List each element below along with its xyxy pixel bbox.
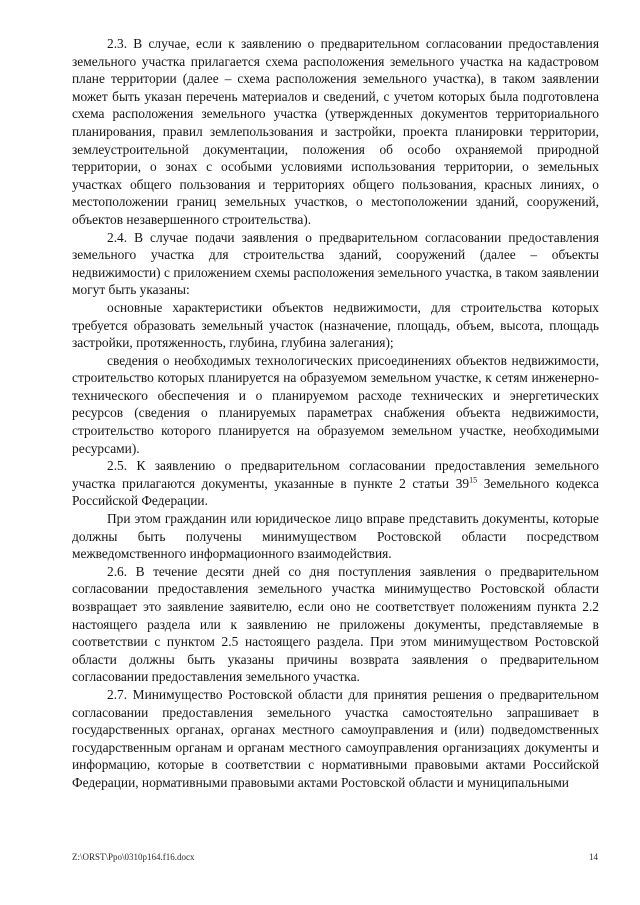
paragraph-2-3: 2.3. В случае, если к заявлению о предварительном согласовании предоставления земельного участка прилагается схема расположения земельного участка на кадастровом плане территории (далее – схема расположения земельного участка), в таком заявлении может быть указан перечень материалов и сведений, с учетом которых была подготовлена схема расположения земельного участка (утвержденных документов территориального планирования, правил землепользования и застройки, проекта планировки территории, землеустроительной документации, положения об особо охраняемой природной территории, о зонах с особыми условиями использования территории, о земельных участках общего пользования и территориях общего пользования, красных линиях, о местоположении границ земельных участков, о местоположении зданий, сооружений, объектов незавершенного строительства). <box>72 36 599 227</box>
paragraph-2-5 <box>72 457 599 510</box>
article-superscript: 15 <box>469 475 478 485</box>
paragraph-2-6: 2.6. В течение десяти дней со дня поступления заявления о предварительном согласовании предоставления земельного участка минимущество Ростовской области возвращает это заявление заявителю, если оно не соответствует положениям пункта 2.2 настоящего раздела или к заявлению не приложены документы, представляемые в соответствии с пунктом 2.5 настоящего раздела. При этом минимуществом Ростовской области должны быть указаны причины возврата заявления о предварительном согласовании предоставления земельного участка. <box>72 563 599 685</box>
paragraph-2-5-text: 2.5. К заявлению о предварительном согласовании предоставления земельного участка прилагаются документы, указанные в пункте 2 статьи 39 <box>72 458 599 491</box>
paragraph-2-4-item-1: основные характеристики объектов недвижимости, для строительства которых требуется образовать земельный участок (назначение, площадь, объем, высота, площадь застройки, протяженность, глубина, глубина залегания); <box>72 299 599 351</box>
page-number: 14 <box>589 852 598 862</box>
paragraph-2-4-item-2: сведения о необходимых технологических присоединениях объектов недвижимости, строительство которых планируется на образуемом земельном участке, к сетям инженерно-технического обеспечения и о планируемом расходе технических и энергетических ресурсов (сведения о планируемых параметрах снабжения объекта недвижимости, строительство которого планируется на образуемом земельном участке, необходимыми ресурсами). <box>72 352 599 456</box>
document-body <box>72 35 599 792</box>
footer-file-path: Z:\ORST\Ppo\0310p164.f16.docx <box>72 852 195 862</box>
paragraph-2-4: 2.4. В случае подачи заявления о предварительном согласовании предоставления земельного участка для строительства зданий, сооружений (далее – объекты недвижимости) с приложением схемы расположения земельного участка, в таком заявлении могут быть указаны: <box>72 229 599 298</box>
paragraph-2-7: 2.7. Минимущество Ростовской области для принятия решения о предварительном согласовании предоставления земельного участка самостоятельно запрашивает в государственных органах, органах местного самоуправления и (или) подведомственных государственным органам и органам местного самоуправления организациях документы и информацию, которые в соответствии с нормативными правовыми актами Российской Федерации, нормативными правовыми актами Ростовской области и муниципальными <box>72 686 599 790</box>
paragraph-documents-note: При этом гражданин или юридическое лицо вправе представить документы, которые должны быть получены минимуществом Ростовской области посредством межведомственного информационного взаимодействия. <box>72 511 599 562</box>
paragraph-2-5-tail: Земельного кодекса Российской Федерации. <box>72 475 599 509</box>
